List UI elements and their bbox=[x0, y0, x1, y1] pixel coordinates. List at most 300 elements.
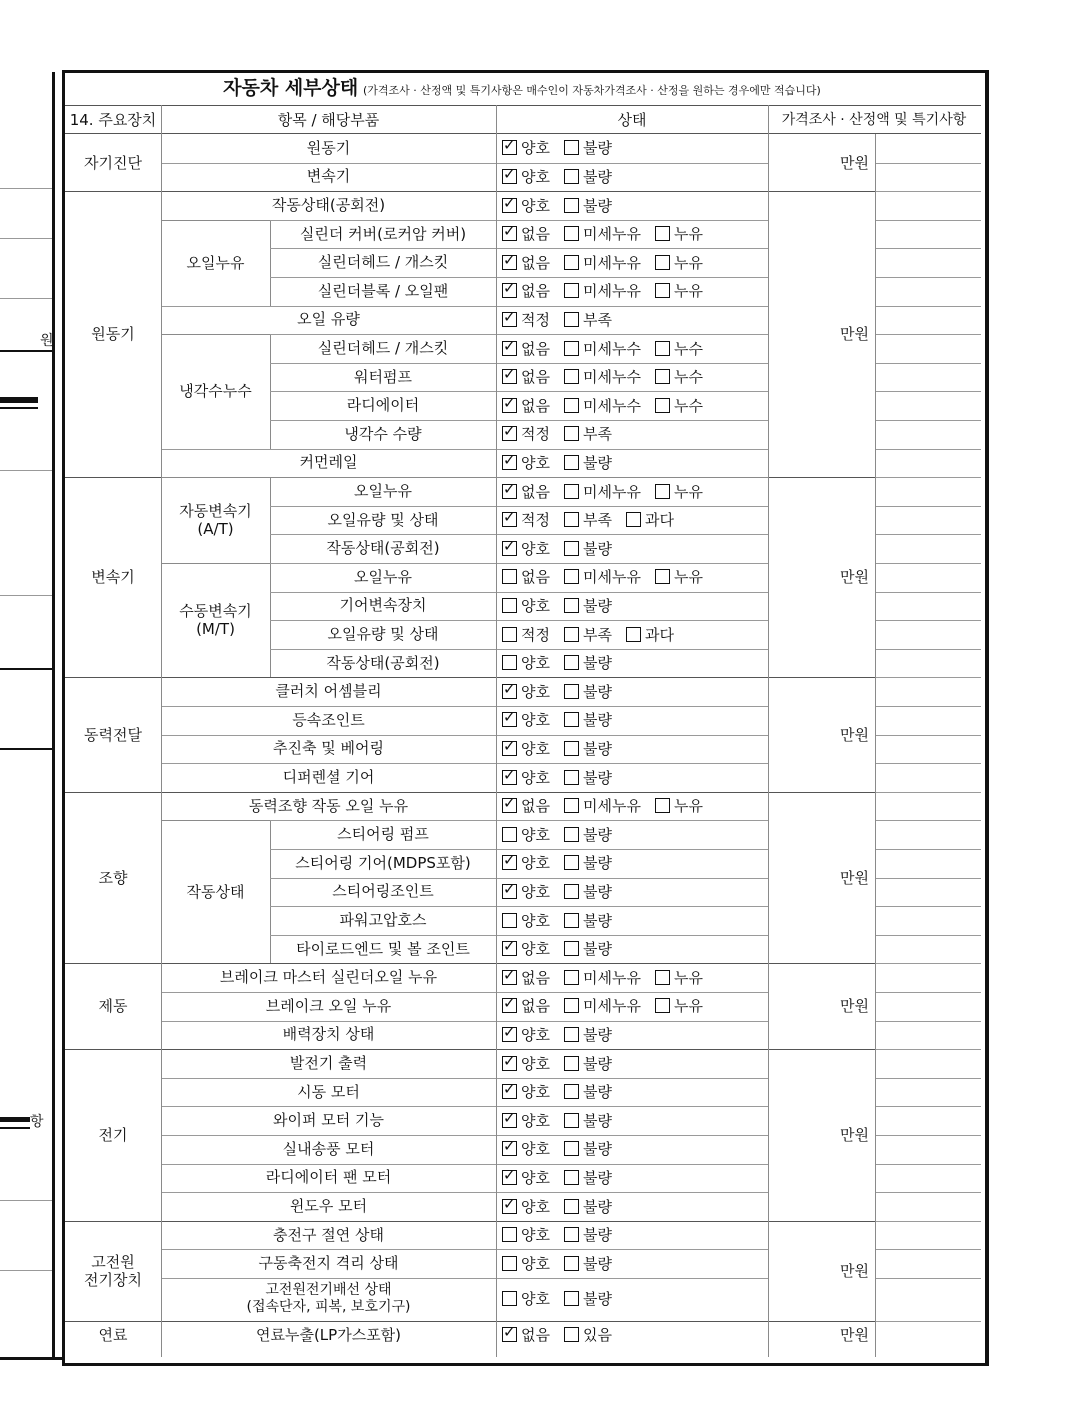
status-options bbox=[502, 825, 626, 845]
subgroup-border bbox=[161, 477, 768, 478]
status-option[interactable] bbox=[502, 196, 550, 216]
checked-checkbox[interactable] bbox=[502, 226, 517, 241]
status-option[interactable] bbox=[655, 396, 703, 416]
status-option[interactable] bbox=[564, 796, 641, 816]
checked-checkbox[interactable] bbox=[502, 712, 517, 727]
status-option[interactable] bbox=[564, 424, 612, 444]
checkbox[interactable] bbox=[564, 426, 579, 441]
checkbox[interactable] bbox=[502, 827, 517, 842]
checked-checkbox[interactable] bbox=[502, 169, 517, 184]
status-option[interactable] bbox=[655, 253, 703, 273]
status-option[interactable] bbox=[564, 567, 641, 587]
price-unit: 만원 bbox=[840, 1126, 869, 1144]
option-label: 불량 bbox=[582, 882, 612, 901]
status-option[interactable] bbox=[502, 567, 550, 587]
checkbox[interactable] bbox=[564, 140, 579, 155]
checkbox[interactable] bbox=[655, 255, 670, 270]
checkbox[interactable] bbox=[502, 655, 517, 670]
checkbox[interactable] bbox=[655, 369, 670, 384]
status-option[interactable] bbox=[564, 739, 612, 759]
status-option[interactable] bbox=[502, 1254, 550, 1274]
status-option[interactable] bbox=[564, 596, 612, 616]
status-option[interactable] bbox=[564, 911, 612, 931]
checkbox[interactable] bbox=[564, 1199, 579, 1214]
status-option[interactable] bbox=[502, 424, 550, 444]
status-options bbox=[502, 596, 626, 616]
status-option[interactable] bbox=[655, 482, 703, 502]
status-option[interactable] bbox=[502, 339, 550, 359]
checked-checkbox[interactable] bbox=[502, 1084, 517, 1099]
status-options bbox=[502, 396, 717, 416]
status-option[interactable] bbox=[502, 1197, 550, 1217]
status-option[interactable] bbox=[502, 1168, 550, 1188]
checked-checkbox[interactable] bbox=[502, 198, 517, 213]
checked-checkbox[interactable] bbox=[502, 541, 517, 556]
status-option[interactable] bbox=[564, 853, 612, 873]
checkbox[interactable] bbox=[564, 970, 579, 985]
status-option[interactable] bbox=[502, 1054, 550, 1074]
status-option[interactable] bbox=[502, 1111, 550, 1131]
status-option[interactable] bbox=[564, 224, 641, 244]
checkbox[interactable] bbox=[502, 598, 517, 613]
checkbox[interactable] bbox=[564, 283, 579, 298]
status-option[interactable] bbox=[502, 1139, 550, 1159]
checked-checkbox[interactable] bbox=[502, 1027, 517, 1042]
status-option[interactable] bbox=[502, 367, 550, 387]
checked-checkbox[interactable] bbox=[502, 1199, 517, 1214]
status-options bbox=[502, 1054, 626, 1074]
checked-checkbox[interactable] bbox=[502, 941, 517, 956]
status-options bbox=[502, 424, 626, 444]
status-option[interactable] bbox=[564, 1168, 612, 1188]
item-label: 시동 모터 bbox=[297, 1082, 360, 1101]
status-options bbox=[502, 796, 717, 816]
checked-checkbox[interactable] bbox=[502, 798, 517, 813]
item-label: 충전구 절연 상태 bbox=[273, 1225, 384, 1244]
checkbox[interactable] bbox=[564, 255, 579, 270]
margin-fragment: 원 bbox=[40, 333, 54, 349]
checked-checkbox[interactable] bbox=[502, 1170, 517, 1185]
checked-checkbox[interactable] bbox=[502, 998, 517, 1013]
checked-checkbox[interactable] bbox=[502, 970, 517, 985]
checkbox[interactable] bbox=[564, 398, 579, 413]
status-options bbox=[502, 968, 717, 988]
checked-checkbox[interactable] bbox=[502, 684, 517, 699]
option-label: 불량 bbox=[582, 1254, 612, 1273]
status-option[interactable] bbox=[626, 625, 674, 645]
margin-bar bbox=[0, 1117, 30, 1122]
row-divider bbox=[161, 163, 768, 164]
status-option[interactable] bbox=[502, 653, 550, 673]
status-option[interactable] bbox=[564, 396, 641, 416]
checkbox[interactable] bbox=[564, 998, 579, 1013]
title-note: (가격조사 · 산정액 및 특기사항은 매수인이 자동차가격조사 · 산정을 원하는 경우에만 적습니다) bbox=[363, 84, 821, 97]
subgroup-label: 작동상태 bbox=[186, 882, 245, 901]
item-label: 오일유량 및 상태 bbox=[327, 625, 439, 643]
checked-checkbox[interactable] bbox=[502, 341, 517, 356]
checkbox[interactable] bbox=[564, 655, 579, 670]
price-line bbox=[875, 620, 981, 621]
checked-checkbox[interactable] bbox=[502, 484, 517, 499]
status-option[interactable] bbox=[502, 396, 550, 416]
option-label: 불량 bbox=[582, 139, 612, 158]
checkbox[interactable] bbox=[626, 627, 641, 642]
status-option[interactable] bbox=[564, 167, 612, 187]
price-line bbox=[875, 906, 981, 907]
status-option[interactable] bbox=[626, 510, 674, 530]
checkbox[interactable] bbox=[564, 512, 579, 527]
status-option[interactable] bbox=[564, 682, 612, 702]
checkbox[interactable] bbox=[502, 1227, 517, 1242]
status-option[interactable] bbox=[564, 625, 612, 645]
checked-checkbox[interactable] bbox=[502, 455, 517, 470]
price-line bbox=[875, 1135, 981, 1136]
status-option[interactable] bbox=[564, 281, 641, 301]
checkbox[interactable] bbox=[655, 226, 670, 241]
status-option[interactable] bbox=[502, 1225, 550, 1245]
margin-line bbox=[0, 238, 52, 239]
status-option[interactable] bbox=[502, 453, 550, 473]
option-label: 양호 bbox=[521, 940, 550, 959]
price-line bbox=[875, 592, 981, 593]
checkbox[interactable] bbox=[564, 1327, 579, 1342]
checked-checkbox[interactable] bbox=[502, 140, 517, 155]
checked-checkbox[interactable] bbox=[502, 884, 517, 899]
status-option[interactable] bbox=[655, 367, 703, 387]
status-option[interactable] bbox=[564, 1254, 612, 1274]
category-label: 변속기 bbox=[91, 568, 135, 587]
margin-bar bbox=[0, 407, 38, 409]
row-divider bbox=[161, 735, 768, 736]
status-option[interactable] bbox=[502, 1325, 550, 1345]
checkbox[interactable] bbox=[564, 1027, 579, 1042]
status-options bbox=[502, 996, 717, 1016]
status-option[interactable] bbox=[564, 196, 612, 216]
status-options bbox=[502, 1111, 626, 1131]
checkbox[interactable] bbox=[502, 913, 517, 928]
status-option[interactable] bbox=[564, 1139, 612, 1159]
status-option[interactable] bbox=[564, 1025, 612, 1045]
status-option[interactable] bbox=[502, 1289, 550, 1309]
option-label: 없음 bbox=[521, 568, 550, 587]
status-option[interactable] bbox=[502, 482, 550, 502]
row-divider bbox=[270, 849, 768, 850]
status-option[interactable] bbox=[502, 996, 550, 1016]
item-label: 오일누유 bbox=[354, 567, 412, 586]
option-label: 불량 bbox=[582, 596, 612, 615]
checkbox[interactable] bbox=[655, 341, 670, 356]
option-label: 양호 bbox=[521, 1197, 550, 1216]
checked-checkbox[interactable] bbox=[502, 426, 517, 441]
checkbox[interactable] bbox=[564, 770, 579, 785]
price-line bbox=[875, 1321, 981, 1322]
margin-line bbox=[0, 595, 52, 596]
checkbox[interactable] bbox=[564, 369, 579, 384]
checked-checkbox[interactable] bbox=[502, 398, 517, 413]
checkbox[interactable] bbox=[564, 1291, 579, 1306]
checkbox[interactable] bbox=[564, 569, 579, 584]
checkbox[interactable] bbox=[502, 569, 517, 584]
price-line bbox=[875, 563, 981, 564]
option-label: 부족 bbox=[582, 625, 612, 644]
option-label: 없음 bbox=[521, 997, 550, 1016]
option-label: 없음 bbox=[521, 339, 550, 358]
checked-checkbox[interactable] bbox=[502, 1141, 517, 1156]
status-options bbox=[502, 253, 717, 273]
status-options bbox=[502, 167, 626, 187]
checkbox[interactable] bbox=[564, 226, 579, 241]
status-option[interactable] bbox=[655, 996, 703, 1016]
checked-checkbox[interactable] bbox=[502, 255, 517, 270]
checkbox[interactable] bbox=[564, 455, 579, 470]
checkbox[interactable] bbox=[564, 684, 579, 699]
status-option[interactable] bbox=[564, 939, 612, 959]
status-options bbox=[502, 768, 626, 788]
item-label: 커먼레일 bbox=[299, 453, 358, 472]
status-option[interactable] bbox=[502, 510, 550, 530]
status-option[interactable] bbox=[502, 138, 550, 158]
checkbox[interactable] bbox=[655, 283, 670, 298]
status-options bbox=[502, 1139, 626, 1159]
status-option[interactable] bbox=[502, 224, 550, 244]
checkbox[interactable] bbox=[564, 169, 579, 184]
option-label: 불량 bbox=[582, 1197, 612, 1216]
col-header-device: 14. 주요장치 bbox=[69, 111, 157, 129]
status-option[interactable] bbox=[564, 539, 612, 559]
status-option[interactable] bbox=[502, 911, 550, 931]
option-label: 양호 bbox=[521, 1168, 550, 1187]
option-label: 불량 bbox=[582, 1290, 612, 1309]
status-option[interactable] bbox=[564, 339, 641, 359]
status-option[interactable] bbox=[502, 625, 550, 645]
checkbox[interactable] bbox=[564, 341, 579, 356]
checked-checkbox[interactable] bbox=[502, 1327, 517, 1342]
checked-checkbox[interactable] bbox=[502, 770, 517, 785]
option-label: 미세누유 bbox=[582, 797, 641, 816]
checkbox[interactable] bbox=[564, 884, 579, 899]
subgroup-label: 자동변속기 (A/T) bbox=[179, 502, 252, 539]
checked-checkbox[interactable] bbox=[502, 741, 517, 756]
checkbox[interactable] bbox=[502, 627, 517, 642]
category-divider bbox=[65, 191, 981, 192]
margin-rule bbox=[0, 350, 55, 352]
status-options bbox=[502, 482, 717, 502]
checkbox[interactable] bbox=[564, 484, 579, 499]
checked-checkbox[interactable] bbox=[502, 855, 517, 870]
status-option[interactable] bbox=[564, 653, 612, 673]
status-option[interactable] bbox=[502, 281, 550, 301]
item-label: 등속조인트 bbox=[292, 710, 365, 729]
status-option[interactable] bbox=[655, 339, 703, 359]
category-divider bbox=[65, 677, 981, 678]
checkbox[interactable] bbox=[564, 1256, 579, 1271]
row-divider bbox=[161, 1278, 768, 1279]
price-unit: 만원 bbox=[840, 725, 869, 744]
price-line bbox=[875, 363, 981, 364]
checkbox[interactable] bbox=[564, 798, 579, 813]
status-option[interactable] bbox=[564, 1082, 612, 1102]
option-label: 불량 bbox=[582, 768, 612, 787]
status-option[interactable] bbox=[564, 453, 612, 473]
row-divider bbox=[270, 391, 768, 392]
status-option[interactable] bbox=[502, 939, 550, 959]
checkbox[interactable] bbox=[655, 970, 670, 985]
category-label: 고전원 전기장치 bbox=[84, 1252, 142, 1289]
checkbox[interactable] bbox=[564, 855, 579, 870]
item-label: 실내송풍 모터 bbox=[282, 1139, 375, 1158]
item-label: 실린더헤드 / 개스킷 bbox=[317, 253, 449, 272]
price-line bbox=[875, 191, 981, 192]
status-options bbox=[502, 453, 626, 473]
status-options bbox=[502, 882, 626, 902]
item-label: 오일 유량 bbox=[297, 310, 360, 329]
checkbox[interactable] bbox=[655, 798, 670, 813]
price-line bbox=[875, 163, 981, 164]
status-options bbox=[502, 539, 626, 559]
status-option[interactable] bbox=[655, 224, 703, 244]
checkbox[interactable] bbox=[564, 827, 579, 842]
status-option[interactable] bbox=[564, 1289, 612, 1309]
status-option[interactable] bbox=[564, 1325, 612, 1345]
checkbox[interactable] bbox=[564, 941, 579, 956]
item-label: 라디에이터 팬 모터 bbox=[265, 1168, 392, 1187]
status-option[interactable] bbox=[564, 482, 641, 502]
checkbox[interactable] bbox=[564, 1056, 579, 1071]
status-option[interactable] bbox=[502, 882, 550, 902]
option-label: 양호 bbox=[521, 139, 550, 158]
checked-checkbox[interactable] bbox=[502, 283, 517, 298]
status-options bbox=[502, 653, 626, 673]
checked-checkbox[interactable] bbox=[502, 1056, 517, 1071]
status-option[interactable] bbox=[502, 1025, 550, 1045]
margin-bottom-rule bbox=[0, 1357, 62, 1360]
status-options bbox=[502, 310, 626, 330]
checkbox[interactable] bbox=[564, 1084, 579, 1099]
status-option[interactable] bbox=[564, 310, 612, 330]
checkbox[interactable] bbox=[564, 1113, 579, 1128]
status-option[interactable] bbox=[502, 768, 550, 788]
status-option[interactable] bbox=[502, 682, 550, 702]
checked-checkbox[interactable] bbox=[502, 312, 517, 327]
divider-price bbox=[875, 134, 876, 1357]
price-line bbox=[875, 1049, 981, 1050]
option-label: 없음 bbox=[521, 1326, 550, 1345]
status-option[interactable] bbox=[564, 1197, 612, 1217]
status-option[interactable] bbox=[502, 596, 550, 616]
item-label: 브레이크 마스터 실린더오일 누유 bbox=[219, 968, 438, 987]
status-option[interactable] bbox=[564, 138, 612, 158]
checkbox[interactable] bbox=[564, 598, 579, 613]
item-label: 연료누출(LP가스포함) bbox=[255, 1325, 402, 1344]
checkbox[interactable] bbox=[564, 627, 579, 642]
status-options bbox=[502, 939, 626, 959]
status-option[interactable] bbox=[564, 710, 612, 730]
price-line bbox=[875, 963, 981, 964]
status-options bbox=[502, 339, 717, 359]
status-option[interactable] bbox=[502, 739, 550, 759]
status-option[interactable] bbox=[564, 825, 612, 845]
status-option[interactable] bbox=[502, 539, 550, 559]
checkbox[interactable] bbox=[655, 484, 670, 499]
checkbox[interactable] bbox=[655, 398, 670, 413]
checkbox[interactable] bbox=[564, 741, 579, 756]
status-option[interactable] bbox=[564, 1111, 612, 1131]
status-option[interactable] bbox=[502, 968, 550, 988]
option-label: 양호 bbox=[521, 739, 550, 758]
option-label: 불량 bbox=[582, 1083, 612, 1102]
checkbox[interactable] bbox=[655, 569, 670, 584]
checkbox[interactable] bbox=[564, 712, 579, 727]
status-option[interactable] bbox=[655, 567, 703, 587]
status-options bbox=[502, 510, 688, 530]
checkbox[interactable] bbox=[564, 198, 579, 213]
status-option[interactable] bbox=[655, 281, 703, 301]
row-divider bbox=[270, 820, 768, 821]
status-option[interactable] bbox=[564, 1054, 612, 1074]
price-line bbox=[875, 220, 981, 221]
status-option[interactable] bbox=[564, 996, 641, 1016]
status-option[interactable] bbox=[564, 367, 641, 387]
option-label: 불량 bbox=[582, 711, 612, 730]
checked-checkbox[interactable] bbox=[502, 1113, 517, 1128]
checkbox[interactable] bbox=[655, 998, 670, 1013]
status-option[interactable] bbox=[564, 253, 641, 273]
status-option[interactable] bbox=[564, 768, 612, 788]
status-option[interactable] bbox=[502, 853, 550, 873]
status-option[interactable] bbox=[502, 796, 550, 816]
checked-checkbox[interactable] bbox=[502, 369, 517, 384]
item-label: 스티어링 펌프 bbox=[337, 825, 429, 844]
status-option[interactable] bbox=[655, 796, 703, 816]
status-option[interactable] bbox=[564, 1225, 612, 1245]
checkbox[interactable] bbox=[502, 1256, 517, 1271]
checkbox[interactable] bbox=[626, 512, 641, 527]
status-option[interactable] bbox=[502, 825, 550, 845]
status-option[interactable] bbox=[502, 310, 550, 330]
divider-device bbox=[161, 105, 162, 1357]
option-label: 양호 bbox=[521, 1025, 550, 1044]
status-options bbox=[502, 1325, 626, 1345]
status-option[interactable] bbox=[502, 710, 550, 730]
status-option[interactable] bbox=[502, 253, 550, 273]
checkbox[interactable] bbox=[564, 913, 579, 928]
status-options bbox=[502, 1254, 626, 1274]
checkbox[interactable] bbox=[564, 312, 579, 327]
status-option[interactable] bbox=[502, 167, 550, 187]
status-option[interactable] bbox=[502, 1082, 550, 1102]
status-option[interactable] bbox=[564, 510, 612, 530]
option-label: 적정 bbox=[521, 425, 550, 444]
status-options bbox=[502, 710, 626, 730]
checkbox[interactable] bbox=[564, 1170, 579, 1185]
checkbox[interactable] bbox=[564, 1227, 579, 1242]
checkbox[interactable] bbox=[502, 1291, 517, 1306]
item-label: 구동축전지 격리 상태 bbox=[258, 1254, 399, 1273]
row-divider bbox=[161, 992, 768, 993]
status-option[interactable] bbox=[564, 968, 641, 988]
option-label: 불량 bbox=[582, 1025, 612, 1044]
option-label: 불량 bbox=[582, 739, 612, 758]
checkbox[interactable] bbox=[564, 1141, 579, 1156]
price-line bbox=[875, 1249, 981, 1250]
checkbox[interactable] bbox=[564, 541, 579, 556]
checked-checkbox[interactable] bbox=[502, 512, 517, 527]
status-options bbox=[502, 1025, 626, 1045]
status-option[interactable] bbox=[564, 882, 612, 902]
status-options bbox=[502, 567, 717, 587]
status-options bbox=[502, 281, 717, 301]
status-option[interactable] bbox=[655, 968, 703, 988]
